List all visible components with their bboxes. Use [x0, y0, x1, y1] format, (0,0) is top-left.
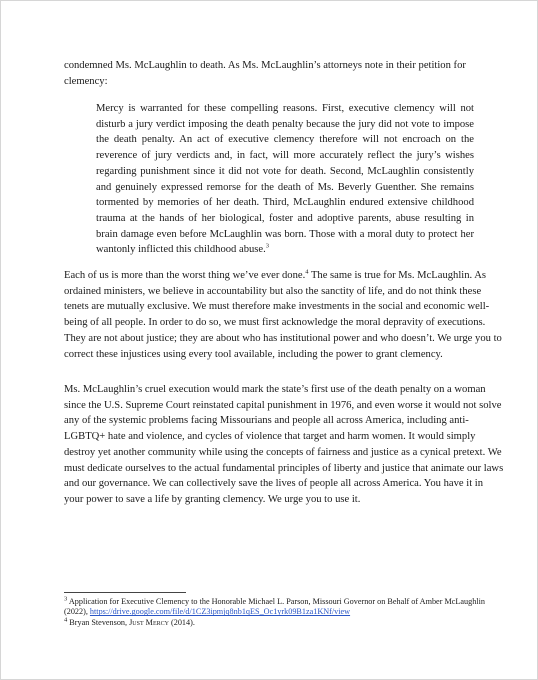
body-paragraph-3: Ms. McLaughlin’s cruel execution would mark the state’s first use of the death penalty on a woman since the U.S. Supreme Court reinstated capital punishment in 1976, and even worse it would not solve any of the systemic problems facing Missourians and people all across America, including anti-LGBTQ+ hate and violence, and cycles of violence that target and harm women. It would simply destroy yet another community while using the concepts of fairness and justice as a cynical pretext. We must dedicate ourselves to the actual fundamental principles of liberty and justice that animate our laws and our governance. We can collectively save the lives of people all across America. You have it in your power to save a life by granting clemency. We urge you to use it.: [64, 384, 504, 505]
footnote-4: [64, 618, 504, 628]
footnote-4-text-b: (2014).: [168, 618, 195, 627]
block-quote-text: Mercy is warranted for these compelling reasons. First, executive clemency will not disturb a jury verdict imposing the death penalty because the jury did not vote to impose the death penalty. An act of executive clemency therefore will not encroach on the reverence of jury verdicts and, in fact, will more accurately reflect the jury’s wishes regarding punishment since it did not vote for death. Second, McLaughlin consistently and genuinely expressed remorse for the death of Ms. Beverly Guenther. She remains tormented by memories of her death. Third, McLaughlin endured extensive childhood trauma at the hands of her biological, foster and adoptive parents, abuse resulting in brain damage even before McLaughlin was born. Those with a moral duty to protect her wantonly inflicted this childhood abuse.: [96, 103, 474, 256]
footnote-4-text-a: Bryan Stevenson,: [67, 618, 130, 627]
footnote-3-link[interactable]: https://drive.google.com/file/d/1CZ3ipmjq8nb1qES_Oc1yrk09B1za1KNf/view: [89, 607, 351, 617]
block-quote: [96, 101, 474, 258]
para2-text-a: Each of us is more than the worst thing we’ve ever done.: [64, 270, 306, 281]
footnote-ref-3[interactable]: 3: [265, 242, 270, 250]
footnote-4-title: Just Mercy: [129, 618, 169, 627]
body-paragraph-2: [64, 268, 504, 362]
para2-text-b: The same is true for Ms. McLaughlin. As ordained ministers, we believe in accountability but also the sanctity of life, and do not think these tenets are mutually exclusive. We must therefore make investments in the social and economic well-being of all people. In order to do so, we must first acknowledge the moral depravity of executions. They are not about justice; they are about who has institutional power and who doesn’t. We urge you to correct these injustices using every tool available, including the power to grant clemency.: [64, 270, 502, 360]
intro-paragraph: condemned Ms. McLaughlin to death. As Ms. McLaughlin’s attorneys note in their petition for clemency:: [64, 60, 466, 87]
footnote-3-text: Application for Executive Clemency to the Honorable Michael L. Parson, Missouri Governor on Behalf of Amber McLaughlin (2022),: [64, 597, 485, 617]
footnote-3-mark: 3: [64, 595, 68, 603]
footnote-separator: [64, 592, 186, 593]
footnote-3: [64, 597, 504, 618]
footnote-ref-4[interactable]: 4: [305, 268, 309, 276]
footnote-4-mark: 4: [64, 616, 68, 624]
